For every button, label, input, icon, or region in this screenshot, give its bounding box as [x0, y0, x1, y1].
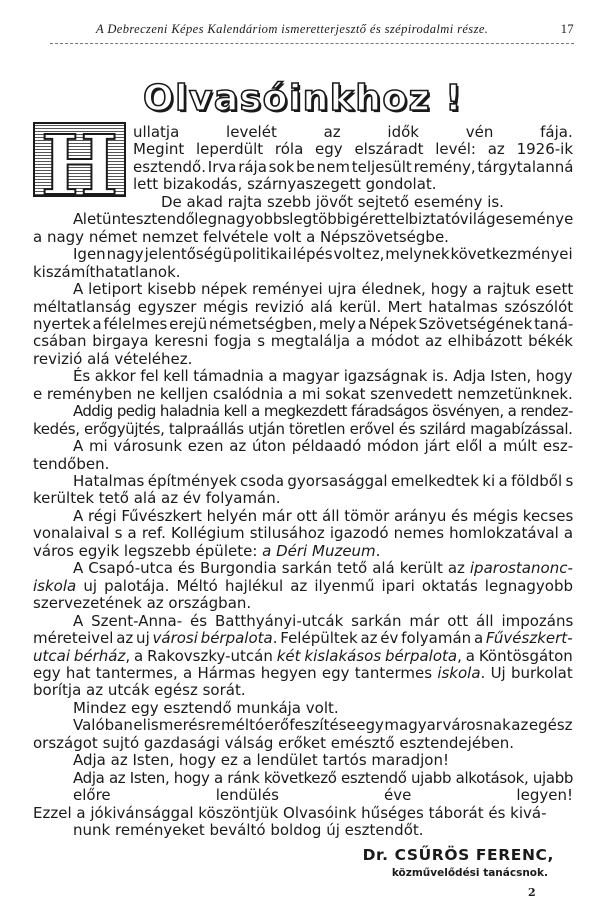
text-run: Valóban elismerésre méltó erőfeszítése egy magyar városnak az egész [73, 716, 573, 735]
text-line [73, 613, 573, 630]
text-line [33, 543, 380, 560]
text-run: Hatalmas építmények csoda gyorsasággal emelkedtek ki a földből s [73, 472, 574, 490]
text-run: , a Köntösgáton [457, 646, 573, 665]
text-run: két kislakásos bérpalota [276, 646, 458, 665]
text-run: , a Rakovszky-utcán [125, 646, 277, 665]
text-run: A letiport kisebb népek reményei ujra élednek, hogy a rajtuk esett [73, 280, 574, 299]
text-run: országot sujtó gazdasági válság erőket emésztő esztendejében. [33, 733, 515, 752]
text-line [133, 159, 573, 176]
text-run: uj palotája. Méltó hajlékul az ilyenmű ipari oktatás legnagyobb [76, 576, 574, 595]
author-role: közművelődési tanácsnok. [391, 867, 548, 879]
text-line [33, 525, 573, 542]
text-run: iskola [437, 663, 481, 682]
text-line [133, 141, 573, 158]
text-run: És akkor fel kell támadnia a magyar igazságnak is. Adja Isten, hogy [73, 367, 573, 386]
text-run: . Felépültek az év folyamán a [272, 629, 486, 648]
text-run: lett bizakodás, szárnyaszegett gondolat. [133, 175, 437, 194]
text-line [73, 700, 339, 717]
text-run: csában birgaya keresni fogja s megtalálja a módot az elhibázott békék [33, 332, 573, 351]
text-run: Igen nagy jelentőségü politikai lépés volt ez, melynek következményei [73, 245, 573, 264]
text-line [73, 281, 573, 298]
text-run: egy hat tantermes, a Hármas hegyen egy tantermes [33, 663, 438, 682]
text-line [73, 508, 573, 525]
text-line [33, 595, 251, 612]
text-run: méltatlanság egyszer mégis revizió alá kerül. Mert hatalmas szószólót [33, 297, 574, 316]
text-run: A régi Fűvészkert helyén már ott áll tömör arányu és mégis kecses [73, 506, 574, 525]
text-run: ullatja levelét az idők vén fája. [133, 123, 573, 141]
text-run: A Szent-Anna- és Batthyányi-utcák sarkán már ott áll impozáns [73, 611, 574, 630]
sheet-signature-number: 2 [528, 886, 536, 899]
text-line [33, 264, 181, 281]
text-line [73, 368, 573, 385]
page-number: 17 [560, 22, 574, 36]
header-rule [50, 43, 574, 44]
text-line [73, 717, 573, 734]
text-line [33, 421, 573, 438]
text-line [33, 805, 547, 822]
text-line [33, 630, 573, 647]
text-line [33, 333, 573, 350]
text-line [73, 752, 449, 769]
text-run: Fűvészkert- [485, 629, 573, 648]
text-run: A letünt esztendő legnagyobb s legtöbb igérettel biztató világeseménye [73, 210, 574, 229]
text-line [73, 770, 573, 787]
text-line [73, 438, 573, 455]
text-line [73, 822, 424, 839]
text-run: utcai bérház [33, 646, 126, 665]
text-run: De akad rajta szebb jövőt sejtető esemény is. [161, 192, 504, 211]
article-title: Olvasóinkhoz ! [142, 78, 464, 119]
text-run: vonalaival s a ref. Kollégium stilusához igazodó nemes homlokzatával a [33, 524, 574, 543]
text-run: kedés, erőgyüjtés, talpraállás utján töretlen erővel és szilárd magabízással. [33, 419, 573, 438]
text-run: nunk reményeket beváltó boldog új esztendőt. [73, 821, 424, 839]
text-run: revizió alá vételéhez. [33, 349, 193, 368]
text-run: Mindez egy esztendő munkája volt. [73, 698, 339, 717]
text-line [73, 473, 573, 490]
running-header-title: A Debreczeni Képes Kalendáriom ismeretterjesztő és szépirodalmi része. [96, 22, 489, 36]
text-run: esztendő. Irva rája sok be nem teljesült remény, tárgytalanná [133, 157, 574, 176]
text-line [161, 194, 504, 211]
text-line [73, 787, 573, 804]
drop-cap-letter: H [40, 122, 119, 197]
text-run: Adja az Isten, hogy a ránk következő esztendő ujabb alkotások, ujabb [73, 768, 574, 787]
text-line [33, 490, 281, 507]
text-line [73, 246, 573, 263]
text-run: e reményben ne kelljen csalódnia a mi sokat szenvedett nemzetünknek. [33, 384, 573, 403]
drop-cap-initial [33, 122, 126, 197]
text-line [133, 124, 573, 141]
text-run: . [375, 541, 381, 560]
text-line [73, 403, 573, 420]
text-line [33, 351, 192, 368]
text-line [33, 299, 573, 316]
text-line [133, 176, 437, 193]
text-line [33, 578, 573, 595]
text-line [33, 648, 573, 665]
text-line [33, 386, 573, 403]
text-line [33, 682, 246, 699]
author-signature: Dr. CSŰRÖS FERENC, [362, 846, 554, 864]
text-run: iskola [33, 576, 77, 595]
text-run: borítja az utcák egész sorát. [33, 681, 246, 700]
text-run: nyertek a félelmes erejü németségben, mely a Népek Szövetségének taná- [33, 314, 574, 333]
text-run: városi bérpalota [152, 629, 273, 648]
text-line [33, 229, 449, 246]
text-run: előre lendülés éve legyen! [73, 786, 573, 805]
text-line [33, 735, 514, 752]
text-run: Addig pedig haladnia kell a megkezdett fáradságos ösvényen, a rendez- [73, 402, 573, 421]
text-run: . Uj burkolat [480, 663, 573, 682]
text-run: kiszámíthatatlanok. [33, 262, 181, 281]
text-run: szervezetének az országban. [33, 594, 252, 613]
text-run: a Déri Muzeum [262, 541, 376, 560]
text-run: A Csapó-utca és Burgondia sarkán tető alá került az [73, 559, 470, 578]
text-line [73, 211, 573, 228]
text-line [73, 560, 573, 577]
text-run: tendőben. [33, 454, 110, 473]
text-run: Adja az Isten, hogy ez a lendület tartós maradjon! [73, 751, 449, 770]
text-run: város egyik legszebb épülete: [33, 541, 263, 560]
text-line [33, 456, 109, 473]
text-run: a nagy német nemzet felvétele volt a Népszövetségbe. [33, 227, 449, 246]
text-line [33, 316, 573, 333]
text-run: Megint leperdült róla egy elszáradt levél: az 1926-ik [133, 140, 574, 159]
text-run: kerültek tető alá az év folyamán. [33, 489, 281, 508]
text-run: iparostanonc- [469, 559, 573, 578]
text-run: Ezzel a jókivánsággal köszöntjük Olvasóink hűséges táborát és kivá- [33, 803, 547, 822]
text-run: A mi városunk ezen az úton példaadó módon járt elől a múlt esz- [73, 437, 574, 456]
text-run: méreteivel az uj [33, 629, 153, 648]
text-line [33, 665, 573, 682]
